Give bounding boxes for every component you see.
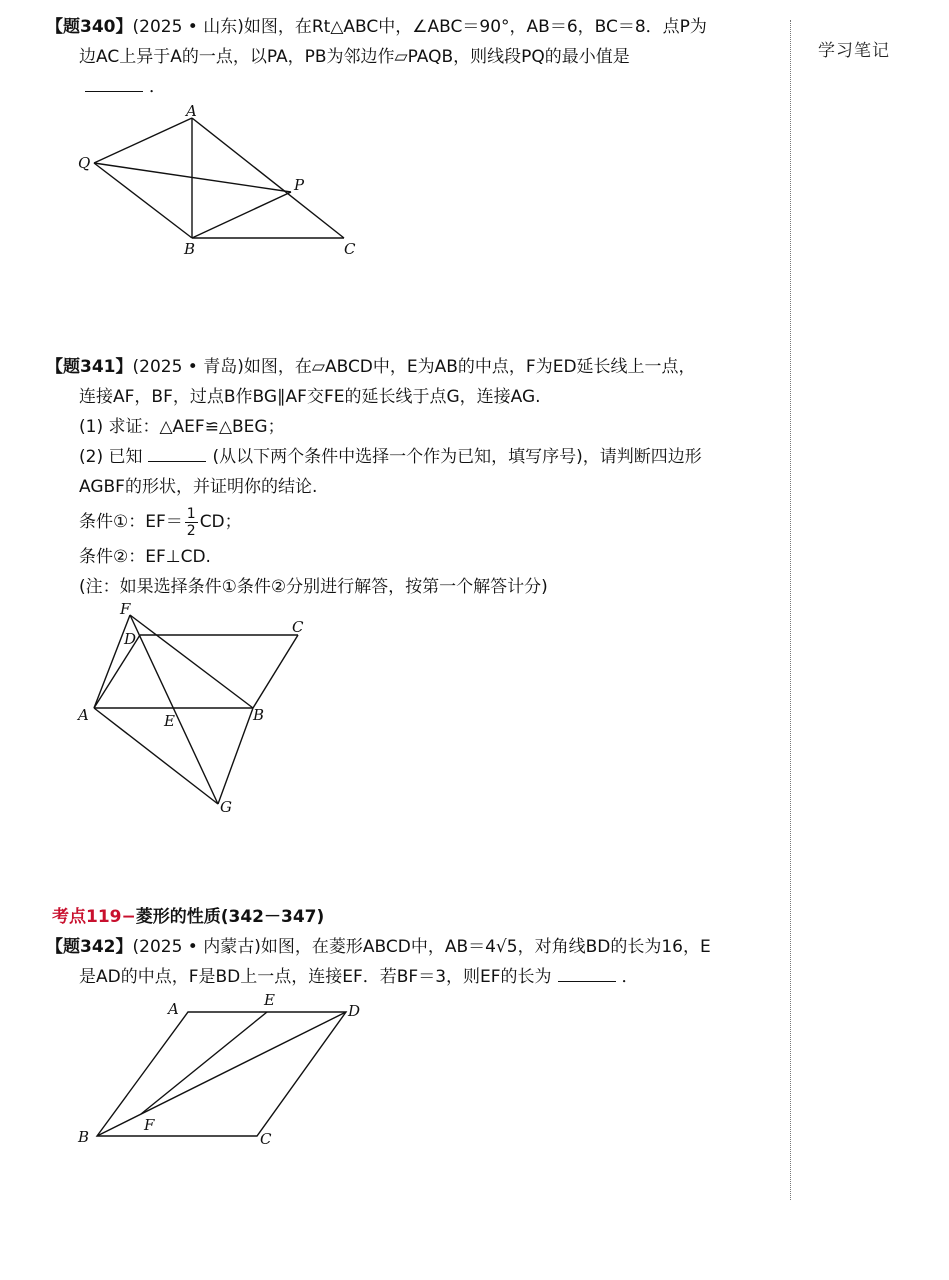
problem-341-q1: (1) 求证：△AEF≌△BEG；: [79, 417, 285, 437]
label-A: A: [168, 1000, 179, 1018]
label-P: P: [294, 176, 305, 194]
label-C: C: [344, 240, 356, 258]
label-B: B: [78, 1128, 90, 1146]
label-C: C: [260, 1130, 272, 1148]
label-A: A: [186, 102, 197, 120]
problem-340-text1: 如图，在Rt△ABC中，∠ABC＝90°，AB＝6，BC＝8．点P为: [243, 17, 707, 37]
figure-342: [77, 991, 360, 1148]
label-E: E: [264, 991, 275, 1009]
segment-AG: [94, 708, 218, 804]
problem-341-note: (注：如果选择条件①条件②分别进行解答，按第一个解答计分): [79, 577, 548, 597]
cond1-prefix: 条件①：EF＝: [79, 512, 183, 532]
problem-340-source: (2025 • 山东): [132, 17, 244, 37]
segment-BC: [253, 635, 298, 708]
problem-341-text1: 如图，在▱ABCD中，E为AB的中点，F为ED延长线上一点，: [243, 357, 696, 377]
segment-FB: [130, 615, 253, 708]
segment-BD: [97, 1012, 346, 1136]
problem-342-text3: ．: [621, 967, 639, 987]
segment-BG: [218, 708, 253, 804]
section-title: 菱形的性质(342－347): [135, 907, 325, 927]
label-A: A: [78, 706, 89, 724]
label-D: D: [348, 1002, 361, 1020]
figure-341: [76, 600, 304, 816]
problem-342-source: (2025 • 内蒙古): [132, 937, 261, 957]
label-B: B: [253, 706, 265, 724]
label-Q: Q: [78, 154, 91, 172]
problem-341-q2a: (2) 已知: [79, 447, 143, 467]
segment-AQ: [94, 118, 192, 163]
study-notes-label: 学习笔记: [818, 41, 890, 61]
label-F: F: [144, 1116, 155, 1134]
problem-341-tag: 【题341】: [46, 357, 133, 377]
problem-341-q2b: (从以下两个条件中选择一个作为已知，填写序号)，请判断四边形: [212, 447, 702, 467]
problem-341-source: (2025 • 青岛): [132, 357, 244, 377]
segment-FE: [141, 1012, 267, 1114]
label-B: B: [184, 240, 196, 258]
problem-341-text2: 连接AF，BF，过点B作BG∥AF交FE的延长线于点G，连接AG.: [79, 387, 541, 407]
problem-340-text2: 边AC上异于A的一点，以PA，PB为邻边作▱PAQB，则线段PQ的最小值是: [79, 47, 630, 67]
problem-341-q2c: AGBF的形状，并证明你的结论.: [79, 477, 318, 497]
figure-340: [78, 102, 356, 258]
label-C: C: [292, 618, 304, 636]
segment-QB: [94, 163, 192, 238]
label-G: G: [220, 798, 232, 816]
label-D: D: [124, 630, 137, 648]
problem-342-text2: 是AD的中点，F是BD上一点，连接EF．若BF＝3，则EF的长为: [79, 967, 552, 987]
segment-AC: [192, 118, 344, 238]
problem-342-text1: 如图，在菱形ABCD中，AB＝4√5，对角线BD的长为16，E: [260, 937, 711, 957]
problem-340-tag: 【题340】: [46, 17, 133, 37]
label-E: E: [164, 712, 175, 730]
problem-340-text3: ．: [149, 77, 166, 97]
cond1-suffix: CD；: [199, 512, 242, 532]
fraction-denominator: 2: [186, 522, 196, 539]
problem-342-tag: 【题342】: [46, 937, 133, 957]
segment-FG: [130, 615, 218, 804]
problem-341-cond2: 条件②：EF⊥CD.: [79, 547, 211, 567]
segment-BP: [192, 192, 291, 238]
section-prefix: 考点119−: [52, 907, 136, 927]
fraction-numerator: 1: [186, 505, 196, 522]
segment-AF: [94, 615, 130, 708]
label-F: F: [120, 600, 131, 618]
